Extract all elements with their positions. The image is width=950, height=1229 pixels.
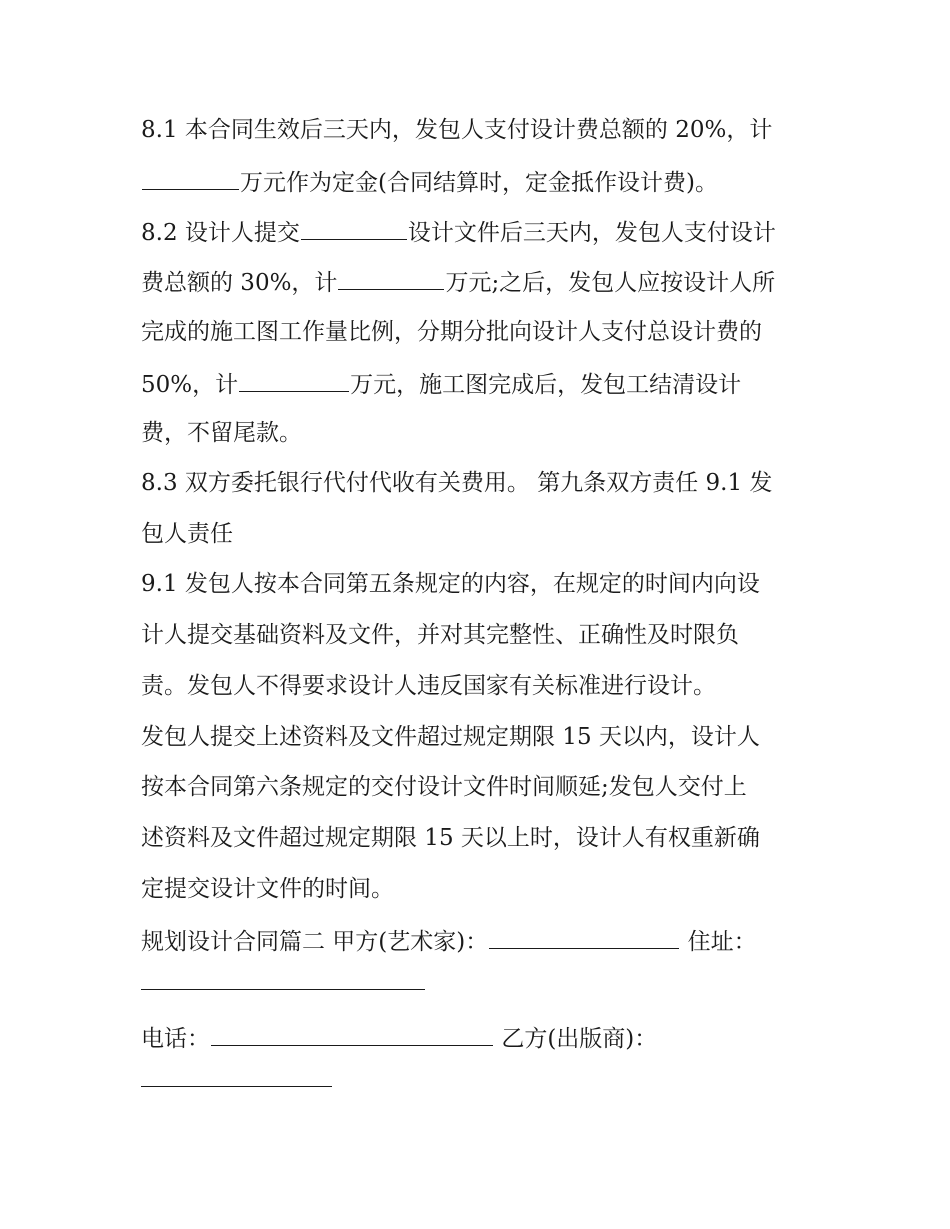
- text: 万元作为定金(合同结算时，定金抵作设计费)。: [240, 170, 718, 196]
- late-paragraph-line-2: [141, 772, 747, 802]
- address-blank-line: [141, 966, 426, 996]
- fill-blank: [239, 368, 349, 392]
- party-a-blank: [489, 925, 679, 949]
- text: 9.1 发包人按本合同第五条规定的内容，在规定的时间内向设: [141, 571, 760, 597]
- clause-8-1-line-2: [141, 166, 718, 196]
- contract2-header-line: [141, 925, 757, 955]
- clause-8-2-line-1: [141, 216, 776, 246]
- late-paragraph-line-1: [141, 722, 760, 752]
- text: 按本合同第六条规定的交付设计文件时间顺延;发包人交付上: [141, 774, 747, 800]
- clause-9-1-line-2: [141, 620, 739, 650]
- text: 万元;之后，发包人应按设计人所: [445, 270, 776, 296]
- clause-8-2-line-5: [141, 418, 302, 448]
- contract2-header: 规划设计合同篇二 甲方(艺术家)：: [141, 929, 489, 955]
- text: 包人责任: [141, 521, 233, 547]
- text: 万元，施工图完成后，发包工结清设计: [350, 372, 742, 398]
- late-paragraph-line-4: [141, 874, 394, 904]
- text: 定提交设计文件的时间。: [141, 876, 394, 902]
- party-b-blank: [141, 1063, 332, 1087]
- party-b-blank-line: [141, 1063, 333, 1093]
- text: 完成的施工图工作量比例，分期分批向设计人支付总设计费的: [141, 319, 762, 345]
- clause-8-3-line-2: [141, 519, 233, 549]
- fill-blank: [338, 266, 444, 290]
- clause-8-3-line-1: [141, 468, 772, 498]
- clause-8-2-line-2: [141, 266, 775, 296]
- fill-blank: [301, 216, 407, 240]
- text: 责。发包人不得要求设计人违反国家有关标准进行设计。: [141, 673, 716, 699]
- text: 50%，计: [141, 372, 239, 398]
- phone-blank: [211, 1022, 493, 1046]
- late-paragraph-line-3: [141, 823, 760, 853]
- text: 费，不留尾款。: [141, 420, 302, 446]
- clause-8-2-line-4: [141, 368, 741, 398]
- text: 述资料及文件超过规定期限 15 天以上时，设计人有权重新确: [141, 825, 760, 851]
- clause-8-1-line-1: [141, 115, 772, 145]
- text: 发包人提交上述资料及文件超过规定期限 15 天以内，设计人: [141, 724, 760, 750]
- phone-label: 电话：: [141, 1026, 210, 1052]
- fill-blank: [142, 166, 239, 190]
- text: 费总额的 30%，计: [141, 270, 338, 296]
- phone-line: [141, 1022, 657, 1052]
- party-b-label: 乙方(出版商)：: [501, 1026, 658, 1052]
- text: 计人提交基础资料及文件，并对其完整性、正确性及时限负: [141, 622, 739, 648]
- address-blank: [141, 966, 425, 990]
- text: 8.2 设计人提交: [141, 220, 300, 246]
- text: 8.3 双方委托银行代付代收有关费用。 第九条双方责任 9.1 发: [141, 470, 773, 496]
- clause-8-2-line-3: [141, 317, 762, 347]
- clause-9-1-line-1: [141, 569, 760, 599]
- text: 8.1 本合同生效后三天内，发包人支付设计费总额的 20%，计: [141, 117, 773, 143]
- text: 设计文件后三天内，发包人支付设计: [407, 220, 776, 246]
- clause-9-1-line-3: [141, 671, 716, 701]
- address-label: 住址：: [687, 929, 757, 955]
